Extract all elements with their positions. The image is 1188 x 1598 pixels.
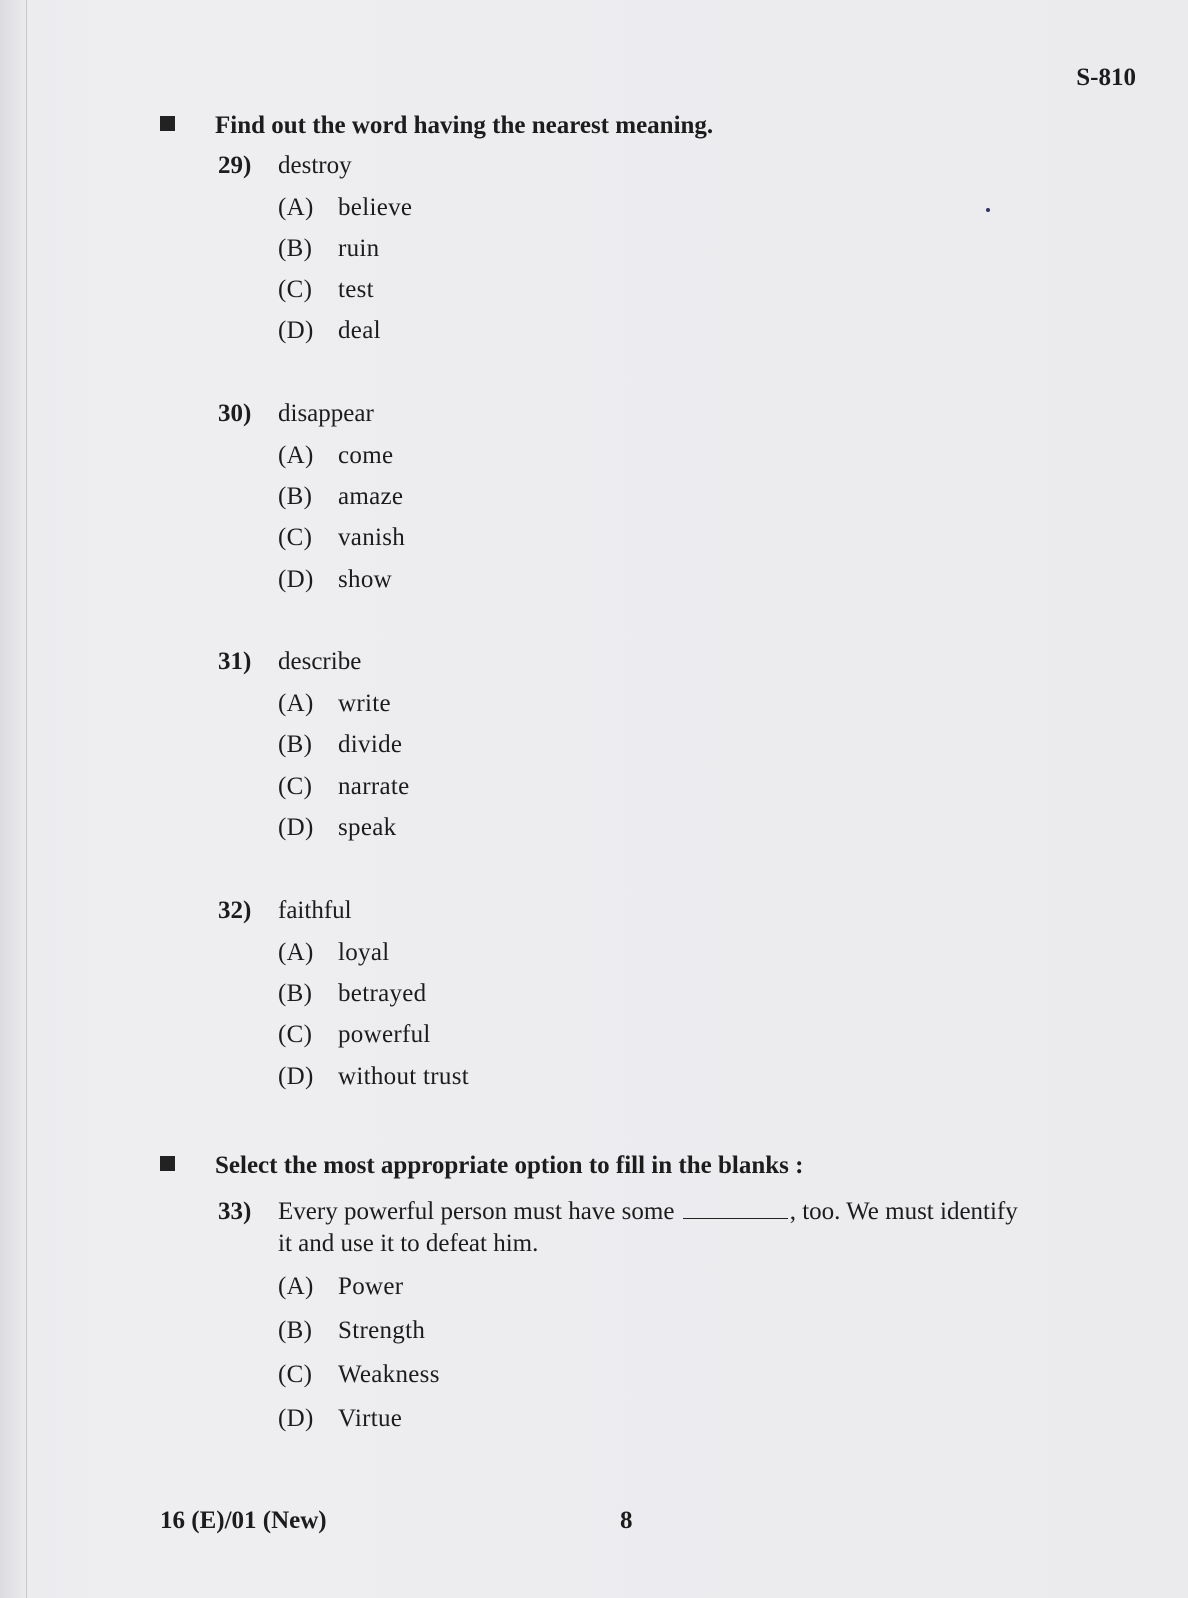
option bbox=[278, 442, 393, 470]
question-30 bbox=[218, 400, 374, 428]
ink-dot bbox=[986, 208, 990, 212]
square-bullet-icon bbox=[160, 1156, 175, 1171]
option bbox=[278, 1273, 403, 1301]
option bbox=[278, 524, 405, 552]
option-text: show bbox=[338, 566, 392, 593]
square-bullet-icon bbox=[160, 116, 175, 131]
option-label: (A) bbox=[278, 939, 314, 966]
option bbox=[278, 773, 410, 801]
option-text: come bbox=[338, 442, 394, 469]
option-label: (D) bbox=[278, 317, 314, 344]
option bbox=[278, 235, 379, 263]
option-label: (A) bbox=[278, 1273, 314, 1300]
option-label: (C) bbox=[278, 524, 313, 551]
page-number: 8 bbox=[620, 1507, 633, 1534]
question-number: 29) bbox=[218, 152, 252, 179]
question-33 bbox=[218, 1196, 1098, 1260]
option bbox=[278, 939, 390, 967]
option-label: (A) bbox=[278, 690, 314, 717]
option bbox=[278, 690, 391, 718]
option-text: divide bbox=[338, 731, 403, 758]
option-text: write bbox=[338, 690, 391, 717]
option-text: without trust bbox=[338, 1063, 469, 1090]
option bbox=[278, 566, 392, 594]
question-text-after: , too. We must identify bbox=[789, 1198, 1018, 1225]
question-number: 31) bbox=[218, 648, 252, 675]
option-label: (C) bbox=[278, 1361, 313, 1388]
question-word: destroy bbox=[278, 152, 352, 179]
question-number: 33) bbox=[218, 1198, 252, 1225]
option-label: (B) bbox=[278, 483, 313, 510]
section-heading-synonyms bbox=[160, 112, 713, 140]
option-label: (D) bbox=[278, 566, 314, 593]
option-text: Weakness bbox=[338, 1361, 440, 1388]
option-label: (A) bbox=[278, 194, 314, 221]
option-label: (B) bbox=[278, 235, 313, 262]
option bbox=[278, 1063, 469, 1091]
option-text: vanish bbox=[338, 524, 406, 551]
section-heading-text: Select the most appropriate option to fill in the blanks : bbox=[215, 1152, 804, 1179]
option-text: believe bbox=[338, 194, 413, 221]
section-heading-fill-blanks bbox=[160, 1152, 803, 1180]
option-text: powerful bbox=[338, 1021, 431, 1048]
option bbox=[278, 1317, 425, 1345]
option bbox=[278, 814, 396, 842]
section-heading-text: Find out the word having the nearest meaning. bbox=[215, 112, 714, 139]
option bbox=[278, 194, 412, 222]
option bbox=[278, 276, 374, 304]
option-label: (C) bbox=[278, 276, 313, 303]
option-text: Power bbox=[338, 1273, 404, 1300]
page-code: S-810 bbox=[1076, 64, 1136, 91]
fill-blank bbox=[683, 1200, 788, 1219]
option-text: amaze bbox=[338, 483, 404, 510]
option-label: (B) bbox=[278, 1317, 313, 1344]
option-text: loyal bbox=[338, 939, 390, 966]
option bbox=[278, 317, 381, 345]
option-label: (D) bbox=[278, 814, 314, 841]
option bbox=[278, 731, 402, 759]
page-edge bbox=[26, 0, 27, 1598]
option-text: deal bbox=[338, 317, 381, 344]
option-text: Strength bbox=[338, 1317, 426, 1344]
question-word: disappear bbox=[278, 400, 374, 427]
option bbox=[278, 483, 403, 511]
footer-code: 16 (E)/01 (New) bbox=[160, 1507, 327, 1534]
question-32 bbox=[218, 897, 352, 925]
option-text: ruin bbox=[338, 235, 380, 262]
option bbox=[278, 980, 426, 1008]
question-word: describe bbox=[278, 648, 362, 675]
option-text: narrate bbox=[338, 773, 410, 800]
question-number: 30) bbox=[218, 400, 252, 427]
option-label: (A) bbox=[278, 442, 314, 469]
option-label: (B) bbox=[278, 980, 313, 1007]
option-label: (D) bbox=[278, 1405, 314, 1432]
option bbox=[278, 1021, 431, 1049]
question-word: faithful bbox=[278, 897, 352, 924]
question-text-line2: it and use it to defeat him. bbox=[278, 1230, 539, 1257]
option bbox=[278, 1405, 402, 1433]
option-text: test bbox=[338, 276, 374, 303]
question-number: 32) bbox=[218, 897, 252, 924]
option-label: (C) bbox=[278, 1021, 313, 1048]
question-text-before: Every powerful person must have some bbox=[278, 1198, 675, 1225]
option-label: (B) bbox=[278, 731, 313, 758]
option-text: betrayed bbox=[338, 980, 427, 1007]
option bbox=[278, 1361, 440, 1389]
option-text: Virtue bbox=[338, 1405, 403, 1432]
option-label: (C) bbox=[278, 773, 313, 800]
question-31 bbox=[218, 648, 361, 676]
option-label: (D) bbox=[278, 1063, 314, 1090]
option-text: speak bbox=[338, 814, 397, 841]
question-29 bbox=[218, 152, 352, 180]
